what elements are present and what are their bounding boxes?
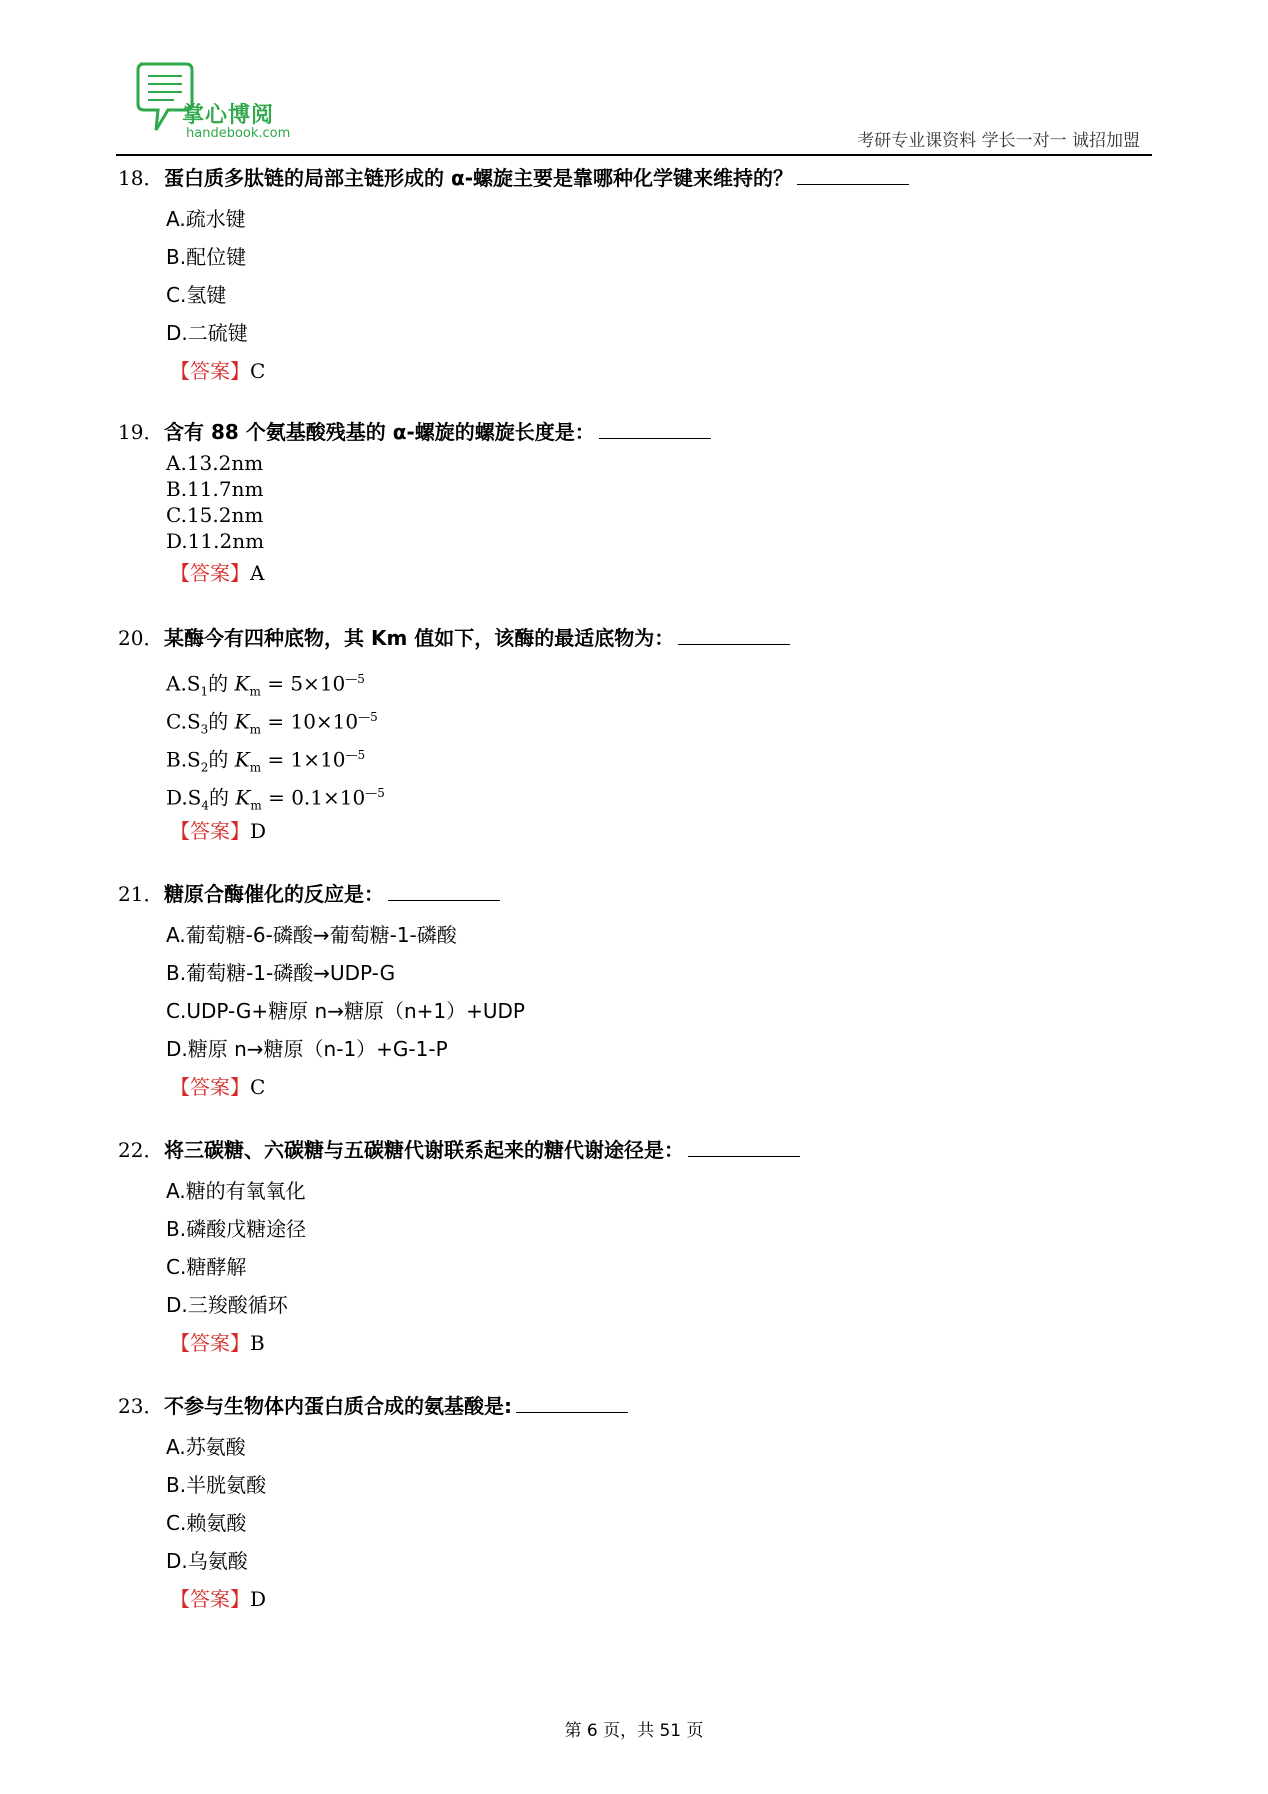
answer-value: D bbox=[250, 819, 267, 843]
option-d: D.三羧酸循环 bbox=[166, 1293, 288, 1317]
question-number: 20． bbox=[118, 626, 164, 650]
answer-label: 【答案】 bbox=[170, 1331, 250, 1355]
question-title bbox=[118, 1136, 1118, 1164]
answer-blank bbox=[688, 1138, 800, 1157]
option-d: D.糖原 n→糖原（n-1）+G-1-P bbox=[166, 1037, 448, 1061]
header-slogan: 考研专业课资料 学长一对一 诚招加盟 bbox=[857, 131, 1140, 151]
question-text: 不参与生物体内蛋白质合成的氨基酸是: bbox=[164, 1394, 512, 1418]
logo-text: 掌心博阅 bbox=[182, 103, 275, 128]
option-a: A.葡萄糖-6-磷酸→葡萄糖-1-磷酸 bbox=[166, 923, 457, 947]
question-title bbox=[118, 880, 1118, 908]
question-text: 将三碳糖、六碳糖与五碳糖代谢联系起来的糖代谢途径是： bbox=[164, 1138, 684, 1162]
question-number: 19． bbox=[118, 420, 164, 444]
answer-label: 【答案】 bbox=[170, 561, 250, 585]
option-c: C.UDP-G+糖原 n→糖原（n+1）+UDP bbox=[166, 999, 525, 1023]
question-title bbox=[118, 624, 1118, 652]
logo-url: handebook.com bbox=[186, 126, 291, 141]
question-22 bbox=[118, 1136, 1118, 1362]
page-footer: 第 6 页，共 51 页 bbox=[564, 1721, 704, 1741]
question-19 bbox=[118, 418, 1118, 592]
question-text: 蛋白质多肽链的局部主链形成的 α-螺旋主要是靠哪种化学键来维持的？ bbox=[164, 166, 794, 190]
question-number: 18． bbox=[118, 166, 164, 190]
question-number: 23． bbox=[118, 1394, 164, 1418]
option-d: D.乌氨酸 bbox=[166, 1549, 248, 1573]
option-b: B.11.7nm bbox=[166, 477, 264, 501]
question-title bbox=[118, 1392, 1118, 1420]
option-b: B.配位键 bbox=[166, 245, 247, 269]
answer-value: B bbox=[250, 1331, 265, 1355]
option-a: A.疏水键 bbox=[166, 207, 246, 231]
answer-blank bbox=[797, 166, 909, 185]
option-b: B.葡萄糖-1-磷酸→UDP-G bbox=[166, 961, 396, 985]
question-text: 含有 88 个氨基酸残基的 α-螺旋的螺旋长度是： bbox=[164, 420, 595, 444]
answer-line bbox=[170, 1580, 1118, 1618]
question-text: 糖原合酶催化的反应是： bbox=[164, 882, 384, 906]
question-title bbox=[118, 418, 1118, 446]
question-21 bbox=[118, 880, 1118, 1106]
option-a: A.糖的有氧氧化 bbox=[166, 1179, 306, 1203]
option-a: A.13.2nm bbox=[166, 451, 264, 475]
option-b: B.磷酸戊糖途径 bbox=[166, 1217, 307, 1241]
answer-label: 【答案】 bbox=[170, 819, 250, 843]
answer-value: A bbox=[250, 561, 265, 585]
answer-line bbox=[170, 352, 1118, 390]
answer-value: C bbox=[250, 1075, 266, 1099]
option-c: C.赖氨酸 bbox=[166, 1511, 247, 1535]
question-23 bbox=[118, 1392, 1118, 1618]
answer-blank bbox=[516, 1394, 628, 1413]
header-divider bbox=[116, 154, 1152, 156]
option-c: $C.S_3$的 $K_m = 10\times 10^{—5}$ bbox=[166, 709, 378, 737]
option-c: C.糖酵解 bbox=[166, 1255, 247, 1279]
question-number: 22． bbox=[118, 1138, 164, 1162]
answer-label: 【答案】 bbox=[170, 359, 250, 383]
question-number: 21． bbox=[118, 882, 164, 906]
answer-blank bbox=[388, 882, 500, 901]
answer-blank bbox=[599, 420, 711, 439]
option-b: B.半胱氨酸 bbox=[166, 1473, 267, 1497]
option-c: C.氢键 bbox=[166, 283, 227, 307]
option-d: D.11.2nm bbox=[166, 529, 265, 553]
option-b: $B.S_2$的 $K_m = 1\times 10^{—5}$ bbox=[166, 747, 366, 775]
answer-line bbox=[170, 1068, 1118, 1106]
answer-line bbox=[170, 1324, 1118, 1362]
page-header bbox=[116, 60, 1152, 156]
question-text: 某酶今有四种底物，其 Km 值如下，该酶的最适底物为： bbox=[164, 626, 675, 650]
option-d: $D.S_4$的 $K_m = 0.1\times 10^{—5}$ bbox=[166, 785, 385, 813]
question-title bbox=[118, 164, 1118, 192]
answer-value: C bbox=[250, 359, 266, 383]
option-a: $A.S_1$的 $K_m = 5\times 10^{—5}$ bbox=[166, 671, 365, 699]
answer-value: D bbox=[250, 1587, 267, 1611]
logo bbox=[134, 60, 304, 146]
answer-line bbox=[170, 554, 1118, 592]
answer-label: 【答案】 bbox=[170, 1075, 250, 1099]
question-20 bbox=[118, 624, 1118, 850]
option-a: A.苏氨酸 bbox=[166, 1435, 246, 1459]
answer-line bbox=[170, 812, 1118, 850]
answer-label: 【答案】 bbox=[170, 1587, 250, 1611]
question-18 bbox=[118, 164, 1118, 390]
option-c: C.15.2nm bbox=[166, 503, 264, 527]
answer-blank bbox=[678, 626, 790, 645]
option-d: D.二硫键 bbox=[166, 321, 248, 345]
